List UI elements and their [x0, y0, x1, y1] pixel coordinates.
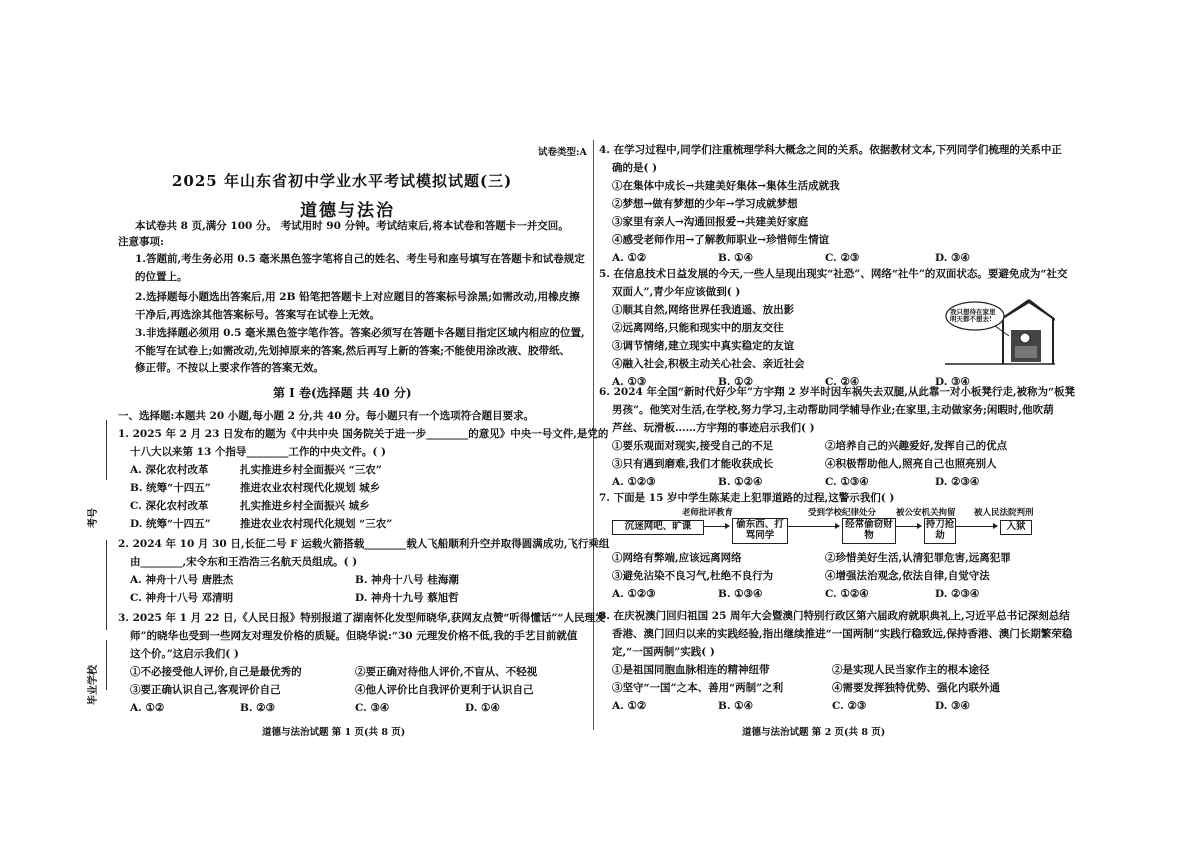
q4-statement: ③家里有亲人→沟通回报爱→共建美好家庭	[612, 216, 809, 228]
q6-stem: 芦丝、玩滑板……方宇翔的事迹启示我们( )	[612, 422, 815, 434]
q3-stem: 3. 2025 年 1 月 22 日,《人民日报》特别报道了湖南怀化发型师晓华,获网友点赞“听得懂话”“人民理发	[118, 612, 606, 624]
flow-label: 被人民法院判刑	[974, 508, 1034, 518]
binding-line-bottom	[106, 640, 107, 690]
q1-stem: 1. 2025 年 2 月 23 日发布的题为《中共中央 国务院关于进一步________的意见》中央一号文件,是党的	[118, 428, 609, 440]
binding-line-top	[106, 420, 107, 480]
q7-statement: ④增强法治观念,依法自律,自觉守法	[825, 570, 990, 582]
q5-choice-d: D. ③④	[935, 376, 970, 388]
flow-arrow	[787, 526, 839, 527]
notice-line: 干净后,再选涂其他答案标号。答案写在试卷上无效。	[135, 309, 381, 321]
q5-stem: 双面人”,青少年应该做到( )	[612, 286, 741, 298]
flow-box: 持刀抢劫	[924, 518, 956, 544]
q4-choice-c: C. ②③	[825, 252, 860, 264]
flow-arrow	[955, 526, 997, 527]
q7-stem: 7. 下面是 15 岁中学生陈某走上犯罪道路的过程,这警示我们( )	[599, 492, 895, 504]
q8-choice-b: B. ①④	[718, 700, 754, 712]
q3-choice-b: B. ②③	[240, 702, 276, 714]
q6-statement: ③只有遇到磨难,我们才能收获成长	[612, 458, 774, 470]
q4-statement: ①在集体中成长→共建美好集体→集体生活成就我	[612, 180, 840, 192]
q2-stem: 2. 2024 年 10 月 30 日,长征二号 F 运载火箭搭载________载人飞船顺利升空并取得圆满成功,飞行乘组	[118, 538, 610, 550]
page-footer-right: 道德与法治试题 第 2 页(共 8 页)	[742, 727, 886, 738]
section-instructions: 一、选择题:本题共 20 小题,每小题 2 分,共 40 分。每小题只有一个选项符合题目要求。	[118, 410, 535, 422]
q3-choice-c: C. ③④	[355, 702, 390, 714]
q2-option-b: B. 神舟十八号 桂海潮	[355, 574, 459, 586]
q1-stem: 十八大以来第 13 个指导________工作的中央文件。( )	[130, 446, 387, 458]
q1-option-a: A. 深化农村改革	[130, 464, 209, 476]
q4-choice-b: B. ①④	[718, 252, 754, 264]
q7-statement: ②珍惜美好生活,认清犯罪危害,远离犯罪	[825, 552, 1011, 564]
margin-label-exam-id: 考号	[88, 508, 99, 528]
q5-statement: ④融入社会,积极主动关心社会、亲近社会	[612, 358, 805, 370]
flow-label: 受到学校纪律处分	[808, 508, 877, 518]
q2-option-c: C. 神舟十八号 邓清明	[130, 592, 234, 604]
q5-choice-b: B. ①②	[718, 376, 754, 388]
q8-statement: ①是祖国同胞血脉相连的精神纽带	[612, 664, 770, 676]
q6-choice-b: B. ①②④	[718, 476, 763, 488]
margin-label-school: 毕业学校	[88, 665, 99, 705]
q7-choice-d: D. ②③④	[935, 588, 980, 600]
page-footer-left: 道德与法治试题 第 1 页(共 8 页)	[262, 727, 406, 738]
notice-line: 2.选择题每小题选出答案后,用 2B 铅笔把答题卡上对应题目的答案标号涂黑;如需改动,用橡皮擦	[135, 291, 580, 303]
q6-choice-c: C. ①③④	[825, 476, 869, 488]
paper-type: 试卷类型:A	[538, 147, 587, 158]
q4-choice-d: D. ③④	[935, 252, 970, 264]
q5-cartoon	[945, 296, 1055, 366]
q4-statement: ②梦想→做有梦想的少年→学习成就梦想	[612, 198, 798, 210]
binding-line-mid	[106, 540, 107, 630]
q3-stem: 这个价。”这启示我们( )	[130, 648, 239, 660]
q5-choice-a: A. ①③	[612, 376, 647, 388]
q8-statement: ②是实现人民当家作主的根本途径	[832, 664, 990, 676]
q6-choice-a: A. ①②③	[612, 476, 656, 488]
flow-label: 被公安机关拘留	[896, 508, 956, 518]
q1-option-a-text: 扎实推进乡村全面振兴 “三农”	[240, 464, 382, 476]
q6-statement: ④积极帮助他人,照亮自己也照亮别人	[825, 458, 997, 470]
q1-option-c-text: 扎实推进乡村全面振兴 城乡	[240, 500, 370, 512]
q3-statement: ④他人评价比自我评价更利于认识自己	[355, 684, 534, 696]
flow-box: 经常偷窃财物	[842, 518, 896, 544]
q5-stem: 5. 在信息技术日益发展的今天,一些人呈现出现实“社恐”、网络“社牛”的双面状态。要避免成为“社交	[599, 268, 1068, 280]
flow-arrow	[895, 526, 921, 527]
q1-option-c: C. 深化农村改革	[130, 500, 209, 512]
q6-stem: 6. 2024 年全国“新时代好少年”方宇翔 2 岁半时因车祸失去双腿,从此靠一对小板凳行走,被称为“板凳	[599, 386, 1076, 398]
q4-statement: ④感受老师作用→了解教师职业→珍惜师生情谊	[612, 234, 830, 246]
q3-choice-a: A. ①②	[130, 702, 165, 714]
cartoon-caption: 我只想待在家里 明天都不想去!	[950, 308, 996, 323]
q7-choice-c: C. ①②④	[825, 588, 869, 600]
subject-title: 道德与法治	[300, 201, 395, 221]
notice-heading: 注意事项:	[118, 236, 164, 248]
q7-statement: ①网络有弊端,应该远离网络	[612, 552, 742, 564]
q5-statement: ②远离网络,只能和现实中的朋友交往	[612, 322, 784, 334]
q8-choice-a: A. ①②	[612, 700, 647, 712]
q3-statement: ③要正确认识自己,客观评价自己	[130, 684, 281, 696]
q3-stem: 师”的晓华也受到一些网友对理发价格的质疑。但晓华说:“30 元理发价格不低,我的手艺目前就值	[130, 630, 578, 642]
q1-option-b-text: 推进农业农村现代化规划 城乡	[240, 482, 381, 494]
q4-stem: 4. 在学习过程中,同学们注重梳理学科大概念之间的关系。依据教材文本,下列同学们梳理的关系中正	[599, 144, 1062, 156]
exam-intro: 本试卷共 8 页,满分 100 分。 考试用时 90 分钟。考试结束后,将本试卷和答题卡一并交回。	[135, 220, 569, 232]
q8-stem: 定,“一国两制”实践( )	[612, 646, 715, 658]
q8-statement: ④需要发挥独特优势、强化内联外通	[832, 682, 1000, 694]
flow-box: 偷东西、打骂同学	[732, 518, 788, 544]
q7-choice-b: B. ①③④	[718, 588, 763, 600]
q6-stem: 男孩”。他笑对生活,在学校,努力学习,主动帮助同学辅导作业;在家里,主动做家务;闲暇时,他吹葫	[612, 404, 1054, 416]
flow-box: 沉迷网吧、旷课	[612, 520, 704, 535]
q3-statement: ①不必接受他人评价,自己是最优秀的	[130, 666, 302, 678]
q8-choice-d: D. ③④	[935, 700, 970, 712]
q5-statement: ①顺其自然,网络世界任我逍遥、放出影	[612, 304, 795, 316]
flow-label: 老师批评教育	[682, 508, 734, 518]
q3-choice-d: D. ①④	[465, 702, 500, 714]
q8-stem: 香港、澳门回归以来的实践经验,指出继续推进“一国两制”实践行稳致远,保持香港、澳门长期繁荣稳	[612, 628, 1073, 640]
section-title: 第 Ⅰ 卷(选择题 共 40 分)	[273, 386, 412, 400]
q4-stem: 确的是( )	[612, 162, 658, 174]
q3-statement: ②要正确对待他人评价,不盲从、不轻视	[355, 666, 538, 678]
q1-option-b: B. 统筹“十四五”	[130, 482, 211, 494]
q7-choice-a: A. ①②③	[612, 588, 656, 600]
cartoon-illustration	[945, 296, 1055, 366]
notice-line: 的位置上。	[135, 271, 188, 283]
notice-line: 不能写在试卷上;如需改动,先划掉原来的答案,然后再写上新的答案;不能使用涂改液、胶带纸、	[135, 345, 571, 357]
q8-stem: 8. 在庆祝澳门回归祖国 25 周年大会暨澳门特别行政区第六届政府就职典礼上,习近平总书记深刻总结	[599, 610, 1070, 622]
q7-statement: ③避免沾染不良习气,杜绝不良行为	[612, 570, 774, 582]
q2-stem: 由________,宋令东和王浩浩三名航天员组成。( )	[130, 556, 358, 568]
notice-line: 1.答题前,考生务必用 0.5 毫米黑色签字笔将自己的姓名、考生号和座号填写在答题卡和试卷规定	[135, 253, 585, 265]
q1-option-d-text: 推进农业农村现代化规划 “三农”	[240, 518, 393, 530]
notice-line: 修正带。不按以上要求作答的答案无效。	[135, 362, 324, 374]
exam-title: 2025 年山东省初中学业水平考试模拟试题(三)	[172, 172, 513, 190]
q8-choice-c: C. ②③	[832, 700, 867, 712]
q6-choice-d: D. ②③④	[935, 476, 980, 488]
q5-choice-c: C. ②④	[825, 376, 860, 388]
q2-option-a: A. 神舟十八号 唐胜杰	[130, 574, 234, 586]
q7-flow-diagram	[612, 506, 1052, 546]
flow-box: 入狱	[1000, 520, 1032, 535]
q6-statement: ①要乐观面对现实,接受自己的不足	[612, 440, 774, 452]
q5-statement: ③调节情绪,建立现实中真实稳定的友谊	[612, 340, 795, 352]
q4-choice-a: A. ①②	[612, 252, 647, 264]
q1-option-d: D. 统筹“十四五”	[130, 518, 211, 530]
q2-option-d: D. 神舟十九号 蔡旭哲	[355, 592, 459, 604]
q8-statement: ③坚守“一国”之本、善用“两制”之利	[612, 682, 784, 694]
q6-statement: ②培养自己的兴趣爱好,发挥自己的优点	[825, 440, 1008, 452]
flow-arrow	[703, 526, 729, 527]
notice-line: 3.非选择题必须用 0.5 毫米黑色签字笔作答。答案必须写在答题卡各题目指定区域内相应的位置,	[135, 327, 585, 339]
